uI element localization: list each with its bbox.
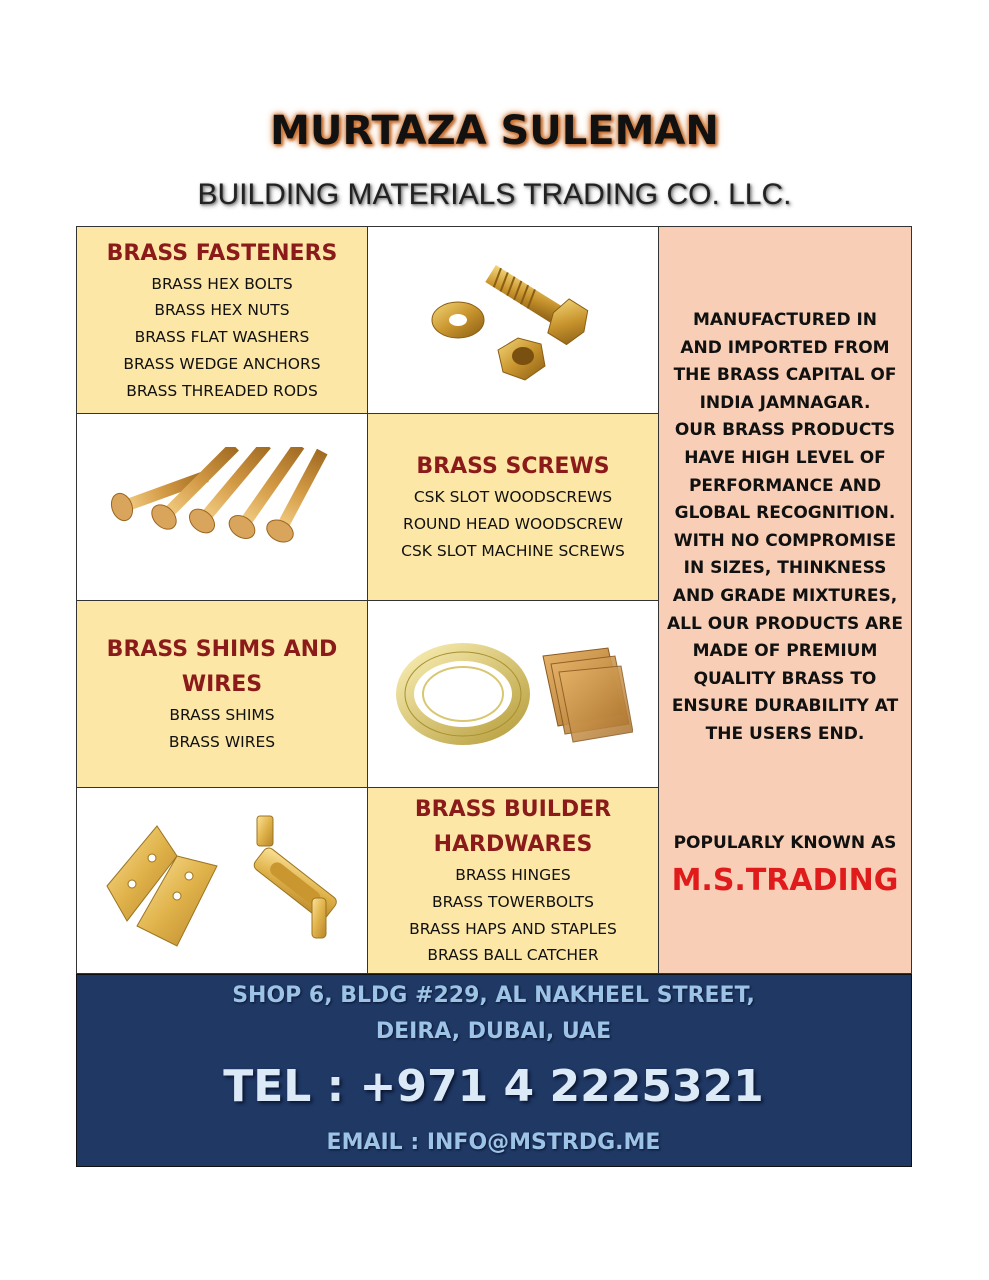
known-as-label: POPULARLY KNOWN AS	[673, 833, 897, 853]
about-line: ALL OUR PRODUCTS ARE	[666, 613, 904, 634]
shims-heading-line2: WIRES	[181, 672, 263, 698]
telephone[interactable]: TEL : +971 4 2225321	[223, 1061, 764, 1112]
email[interactable]: EMAIL : INFO@MSTRDG.ME	[326, 1130, 661, 1155]
fasteners-item: BRASS FLAT WASHERS	[134, 328, 310, 347]
hardware-item: BRASS HINGES	[455, 866, 571, 885]
about-line: AND IMPORTED FROM	[680, 337, 890, 358]
product-grid	[76, 226, 912, 974]
about-line: ENSURE DURABILITY AT	[671, 696, 899, 717]
shims-item: BRASS SHIMS	[169, 706, 275, 725]
about-line: OUR BRASS PRODUCTS	[674, 420, 896, 441]
about-line: GLOBAL RECOGNITION.	[674, 503, 896, 524]
shims-wire-image-panel	[368, 601, 659, 788]
about-sidebar	[659, 227, 911, 973]
about-line: QUALITY BRASS TO	[693, 668, 877, 689]
screws-item: ROUND HEAD WOODSCREW	[403, 515, 623, 534]
screws-panel	[368, 414, 659, 601]
company-subtitle: BUILDING MATERIALS TRADING CO. LLC.	[197, 178, 792, 211]
address-line1: SHOP 6, BLDG #229, AL NAKHEEL STREET,	[232, 983, 755, 1008]
fasteners-item: BRASS HEX NUTS	[154, 301, 290, 320]
hinge-towerbolt-image	[97, 806, 347, 956]
brand-name: M.S.TRADING	[671, 863, 899, 898]
about-line: IN SIZES, THINKNESS	[683, 558, 887, 579]
hardware-item: BRASS TOWERBOLTS	[432, 892, 594, 911]
about-line: HAVE HIGH LEVEL OF	[684, 447, 886, 468]
contact-footer	[76, 974, 912, 1167]
about-line: PERFORMANCE AND	[688, 475, 882, 496]
about-line: THE USERS END.	[705, 723, 865, 744]
fasteners-item: BRASS THREADED RODS	[126, 381, 318, 400]
screws-item: CSK SLOT WOODSCREWS	[413, 488, 613, 507]
shims-item: BRASS WIRES	[168, 733, 276, 751]
fasteners-item: BRASS HEX BOLTS	[151, 274, 293, 293]
hardware-heading-line2: HARDWARES	[433, 832, 593, 858]
woodscrews-image	[102, 447, 342, 567]
hardware-heading-line1: BRASS BUILDER	[414, 797, 612, 823]
hardware-item: BRASS BALL CATCHER	[427, 946, 599, 965]
screws-heading: BRASS SCREWS	[416, 454, 610, 480]
fasteners-item: BRASS WEDGE ANCHORS	[123, 354, 321, 373]
hardware-panel	[368, 788, 659, 974]
about-line: WITH NO COMPROMISE	[673, 530, 897, 551]
screws-item: CSK SLOT MACHINE SCREWS	[401, 541, 625, 560]
about-line: THE BRASS CAPITAL OF	[673, 365, 897, 386]
screws-image-panel	[77, 414, 368, 601]
fasteners-panel	[77, 227, 368, 414]
hardware-item: BRASS HAPS AND STAPLES	[409, 919, 617, 938]
hardware-image-panel	[77, 788, 368, 974]
hex-bolt-nut-washer-image	[413, 240, 613, 400]
bolt-nut-image-panel	[368, 227, 659, 414]
shims-panel	[77, 601, 368, 788]
shims-heading-line1: BRASS SHIMS AND	[106, 637, 338, 663]
about-line: MANUFACTURED IN	[692, 310, 878, 330]
brass-wire-shims-image	[393, 634, 633, 754]
address-line2: DEIRA, DUBAI, UAE	[375, 1019, 612, 1044]
about-line: MADE OF PREMIUM	[692, 641, 878, 662]
company-name: MURTAZA SULEMAN	[270, 108, 719, 154]
about-text	[659, 307, 911, 749]
fasteners-heading: BRASS FASTENERS	[106, 240, 338, 266]
about-line: AND GRADE MIXTURES,	[672, 585, 898, 606]
about-line: INDIA JAMNAGAR.	[699, 392, 871, 413]
